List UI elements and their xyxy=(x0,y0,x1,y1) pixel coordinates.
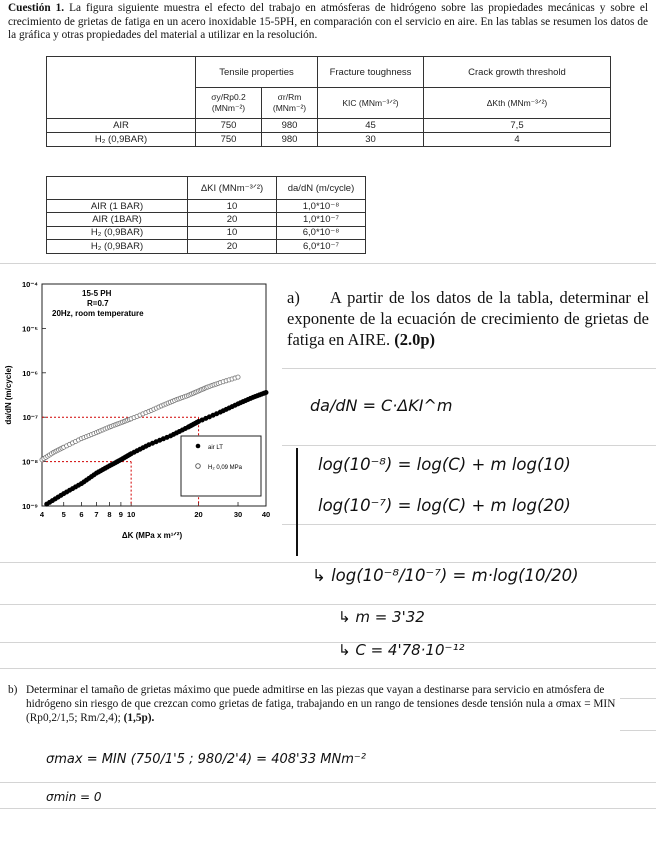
env-cell: H₂ (0,9BAR) xyxy=(47,226,188,239)
handwritten-equation-2: log(10⁻⁷) = log(C) + m log(20) xyxy=(318,496,571,515)
dk-header: ΔKI (MNm⁻³ᐟ²) xyxy=(188,177,277,200)
handwritten-c-result: ↳ C = 4'78·10⁻¹² xyxy=(338,641,465,659)
question-b-text: Determinar el tamaño de grietas máximo que puede admitirse en las piezas que vayan a destinarse para servicio en atmósfera de hidrógeno sin riesgo de que crezcan como grietas de fatiga, trabajando en un rango de tensiones desde tensión nula a σmax = MIN (Rp0,2/1,5; Rm/2,4); xyxy=(26,684,616,724)
handwritten-m-result: ↳ m = 3'32 xyxy=(338,608,425,626)
y-tick-label: 10⁻⁹ xyxy=(22,502,38,511)
rp-cell: 750 xyxy=(196,119,262,133)
kic-subheader: KIC (MNm⁻³ᐟ²) xyxy=(318,88,424,119)
handwritten-equation-1: log(10⁻⁸) = log(C) + m log(10) xyxy=(318,455,571,474)
empty-cell xyxy=(47,57,196,119)
question-b xyxy=(8,683,638,725)
y-tick-label: 10⁻⁵ xyxy=(22,324,38,334)
table-row xyxy=(47,200,366,213)
properties-table xyxy=(46,56,611,147)
kic-cell: 45 xyxy=(318,119,424,133)
y-tick-label: 10⁻⁸ xyxy=(22,457,38,467)
dk-cell: 20 xyxy=(188,213,277,226)
question-a-label: a) xyxy=(287,288,300,307)
x-tick-label: 9 xyxy=(118,510,123,519)
threshold-header: Crack growth threshold xyxy=(424,57,611,88)
rule-line xyxy=(0,808,656,809)
data-point-air xyxy=(264,390,268,394)
rate-cell: 6,0*10⁻⁸ xyxy=(277,226,366,239)
rule-line xyxy=(282,524,656,525)
empty-cell xyxy=(47,177,188,200)
env-cell: H₂ (0,9BAR) xyxy=(47,240,188,253)
env-cell: AIR xyxy=(47,119,196,133)
rm-subheader: σr/Rm (MNm⁻²) xyxy=(262,88,318,119)
question-a-text: A partir de los datos de la tabla, determinar el exponente de la ecuación de crecimiento de grietas de fatiga en AIRE. xyxy=(287,288,650,349)
rule-line xyxy=(0,562,656,563)
rule-line xyxy=(0,668,656,669)
dk-cell: 4 xyxy=(424,133,611,147)
rule-line xyxy=(282,368,656,369)
legend-label-air: air LT xyxy=(208,445,223,451)
handwritten-smin: σmin = 0 xyxy=(46,790,102,804)
tensile-header: Tensile properties xyxy=(196,57,318,88)
y-tick-label: 10⁻⁴ xyxy=(21,280,38,289)
crack-rate-table xyxy=(46,176,366,254)
table-row xyxy=(47,213,366,226)
rule-line xyxy=(620,730,656,731)
env-cell: H₂ (0,9BAR) xyxy=(47,133,196,147)
env-cell: AIR (1BAR) xyxy=(47,213,188,226)
legend-marker-air xyxy=(196,444,201,449)
dk-cell: 7,5 xyxy=(424,119,611,133)
dk-cell: 10 xyxy=(188,200,277,213)
rm-cell: 980 xyxy=(262,133,318,147)
handwritten-smax: σmax = MIN (750/1'5 ; 980/2'4) = 408'33 MNm⁻² xyxy=(46,752,366,767)
x-tick-label: 5 xyxy=(61,510,66,519)
rate-header: da/dN (m/cycle) xyxy=(277,177,366,200)
dk-subheader: ΔKth (MNm⁻³ᐟ²) xyxy=(424,88,611,119)
y-axis-label: da/dN (m/cycle) xyxy=(4,365,13,425)
handwritten-formula: da/dN = C·ΔKI^m xyxy=(310,396,453,415)
chart-subtitle: R=0.7 xyxy=(87,299,109,308)
question-label: Cuestión 1. xyxy=(8,2,65,14)
x-tick-label: 4 xyxy=(39,510,45,519)
question-b-label: b) xyxy=(8,684,18,696)
x-tick-label: 8 xyxy=(107,510,112,519)
x-tick-label: 10 xyxy=(126,510,136,519)
x-tick-label: 30 xyxy=(233,510,243,519)
y-tick-label: 10⁻⁷ xyxy=(22,413,38,423)
legend-label-h2: H₂ 0,09 MPa xyxy=(208,465,243,471)
rule-line xyxy=(0,782,656,783)
handwritten-step: ↳ log(10⁻⁸/10⁻⁷) = m·log(10/20) xyxy=(312,566,579,585)
rule-line xyxy=(282,445,656,446)
x-tick-label: 7 xyxy=(94,510,99,519)
chart-title: 15-5 PH xyxy=(82,289,112,298)
table-row xyxy=(47,119,611,133)
crack-growth-chart xyxy=(0,266,282,551)
rate-cell: 1,0*10⁻⁸ xyxy=(277,200,366,213)
x-tick-label: 40 xyxy=(261,510,271,519)
env-cell: AIR (1 BAR) xyxy=(47,200,188,213)
x-tick-label: 6 xyxy=(79,510,84,519)
rate-cell: 1,0*10⁻⁷ xyxy=(277,213,366,226)
data-point-h2 xyxy=(236,375,240,379)
rule-line xyxy=(0,642,656,643)
fracture-header: Fracture toughness xyxy=(318,57,424,88)
rp-subheader: σy/Rp0.2 (MNm⁻²) xyxy=(196,88,262,119)
question-a xyxy=(287,287,649,350)
dk-cell: 10 xyxy=(188,226,277,239)
brace-line xyxy=(296,448,298,556)
x-tick-label: 20 xyxy=(194,510,203,519)
intro-text: La figura siguiente muestra el efecto del trabajo en atmósferas de hidrógeno sobre las propiedades mecánicas y sobre el crecimiento de grietas de fatiga en un acero inoxidable 15-5PH, en comparación con el servicio en aire. En las tablas se resumen los datos de la gráfica y otras propiedades del material a utilizar en la resolución. xyxy=(8,2,649,41)
question-b-points: (1,5p). xyxy=(123,712,155,724)
legend-marker-h2 xyxy=(196,464,201,469)
table-row xyxy=(47,240,366,253)
table-row xyxy=(47,133,611,147)
intro-paragraph xyxy=(8,2,648,43)
x-axis-label: ΔK (MPa x m¹ᐟ²) xyxy=(121,531,183,540)
rm-cell: 980 xyxy=(262,119,318,133)
rule-line xyxy=(0,604,656,605)
table-row xyxy=(47,226,366,239)
y-tick-label: 10⁻⁶ xyxy=(22,368,38,378)
rp-cell: 750 xyxy=(196,133,262,147)
kic-cell: 30 xyxy=(318,133,424,147)
dk-cell: 20 xyxy=(188,240,277,253)
question-a-points: (2.0p) xyxy=(394,330,436,349)
rule-line xyxy=(0,263,656,264)
chart-note: 20Hz, room temperature xyxy=(52,309,144,318)
rate-cell: 6,0*10⁻⁷ xyxy=(277,240,366,253)
